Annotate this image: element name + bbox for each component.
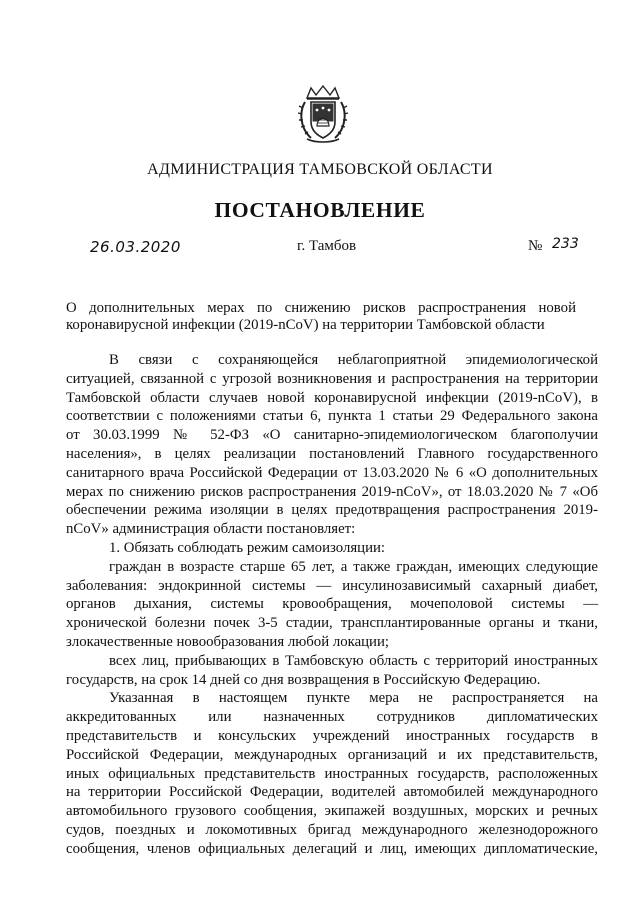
body-text-line: соответствии с положениями статьи 6, пункта 1 статьи 29 Федерального закона <box>66 408 598 425</box>
body-text-line: Тамбовской области случаев новой коронавирусной инфекции (2019-nCoV), в <box>66 389 598 406</box>
body-text-line: государств, на срок 14 дней со дня возвращения в Российскую Федерацию. <box>66 671 541 688</box>
document-city: г. Тамбов <box>297 238 357 254</box>
body-text-line: Указанная в настоящем пункте мера не распространяется на <box>109 690 598 707</box>
body-text-line: населения», в целях реализации постановлений Главного государственного <box>66 445 598 462</box>
body-text-line: 1. Обязать соблюдать режим самоизоляции: <box>109 539 386 556</box>
body-text-line: злокачественные новообразования любой локации; <box>66 633 390 650</box>
body-text-line: автомобильного грузового сообщения, экипажей воздушных, морских и речных <box>66 803 598 820</box>
body-text-line: на территории Российской Федерации, водителей автомобилей международного <box>66 784 598 801</box>
organization-name: АДМИНИСТРАЦИЯ ТАМБОВСКОЙ ОБЛАСТИ <box>147 161 493 178</box>
body-text-line: Российской Федерации, международных организаций и их представительств, <box>66 746 598 763</box>
body-text-line: сообщения, членов официальных делегаций и лиц, имеющих дипломатические, <box>66 840 598 857</box>
document-subject <box>66 300 576 334</box>
document-meta-row <box>0 236 640 260</box>
subject-line: О дополнительных мерах по снижению рисков распространения новой <box>66 300 576 316</box>
body-text-line: граждан в возрасте старше 65 лет, а также граждан, имеющих следующие <box>109 558 598 575</box>
document-number: 233 <box>552 236 579 252</box>
body-text-line: органов дыхания, системы кровообращения, мочеполовой системы — <box>66 596 598 613</box>
body-text-line: хронической болезни почек 3-5 стадии, трансплантированные органы и ткани, <box>66 615 598 632</box>
body-text-line: аккредитованных или назначенных сотрудников дипломатических <box>66 709 598 726</box>
body-text-line: В связи с сохраняющейся неблагоприятной эпидемиологической <box>109 352 598 368</box>
document-type-title: ПОСТАНОВЛЕНИЕ <box>214 198 426 222</box>
document-body <box>66 351 598 859</box>
body-text-line: обеспечении режима изоляции в целях предотвращения распространения 2019- <box>66 502 598 519</box>
body-text-line: всех лиц, прибывающих в Тамбовскую область с территорий иностранных <box>109 652 598 669</box>
body-text-line: судов, поездных и локомотивных бригад международного железнодорожного <box>66 821 598 838</box>
body-text-line: заболевания: эндокринной системы — инсулинозависимый сахарный диабет, <box>66 577 598 594</box>
body-text-line: иных официальных представительств иностранных государств, расположенных <box>66 765 598 782</box>
body-text-line: представительств и консульских учреждений иностранных государств в <box>66 727 598 744</box>
subject-line: коронавирусной инфекции (2019-nCoV) на территории Тамбовской области <box>66 317 545 333</box>
document-number-label: № <box>528 238 543 254</box>
body-text-line: ситуацией, связанной с угрозой возникновения и распространения на территории <box>66 370 598 387</box>
tambov-coat-of-arms-emblem <box>297 84 349 144</box>
body-text-line: nCoV» администрация области постановляет: <box>66 521 356 538</box>
body-text-line: санитарного врача Российской Федерации от 13.03.2020 № 6 «О дополнительных <box>66 464 598 481</box>
body-text-line: от 30.03.1999 № 52-ФЗ «О санитарно-эпидемиологическом благополучии <box>66 427 598 444</box>
document-date: 26.03.2020 <box>90 238 181 256</box>
body-text-line: мерах по снижению рисков распространения 2019-nCoV», от 18.03.2020 № 7 «Об <box>66 483 598 500</box>
